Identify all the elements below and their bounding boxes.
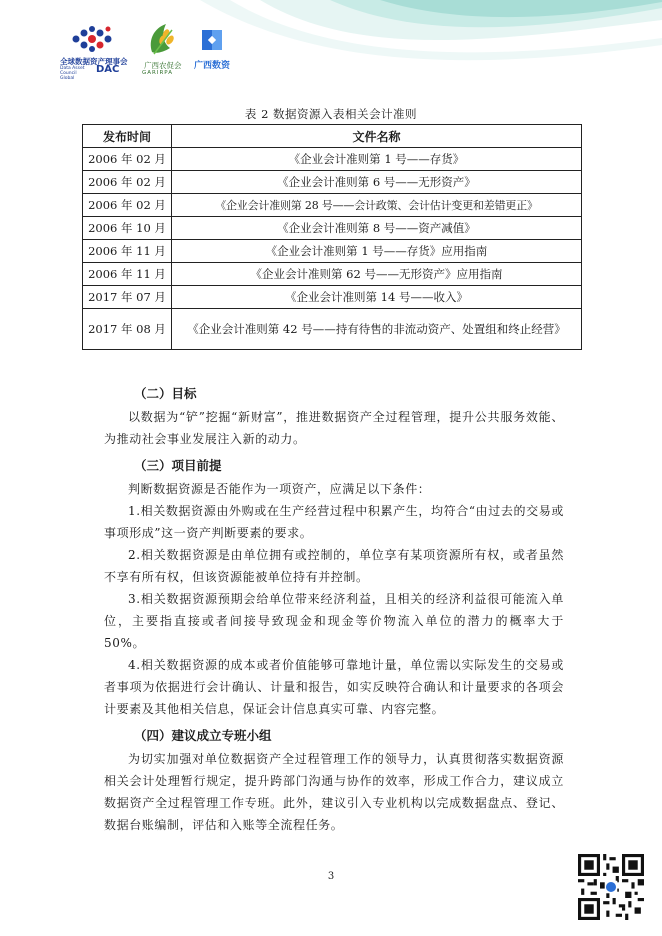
table-row xyxy=(83,171,582,194)
team-heading: （四）建议成立专班小组 xyxy=(134,728,272,743)
goal-paragraph: 以数据为“铲”挖掘“新财富”，推进数据资产全过程管理，提升公共服务效能、为推动社会事业发展注入新的动力。 xyxy=(104,410,564,446)
page-number: 3 xyxy=(327,871,335,882)
goal-heading: （二）目标 xyxy=(134,386,197,401)
table-cell-date: 2017 年 07 月 xyxy=(83,286,172,309)
premise-item-2: 2.相关数据资源是由单位拥有或控制的，单位享有某项资源所有权，或者虽然不享有所有权，但该资源能被单位持有并控制。 xyxy=(104,548,564,584)
premise-item-4: 4.相关数据资源的成本或者价值能够可靠地计量，单位需以实际发生的交易或者事项为依据进行会计确认、计量和报告，如实反映符合确认和计量要求的各项会计要素及其他相关信息，保证会计信息真实可靠、内容完整。 xyxy=(104,658,564,716)
guangxi-data-logo xyxy=(190,22,240,82)
dac-logo xyxy=(60,22,140,82)
table-cell-date: 2006 年 11 月 xyxy=(83,240,172,263)
accounting-standards-table xyxy=(82,124,582,350)
table-cell-name: 《企业会计准则第 14 号——收入》 xyxy=(172,286,582,309)
column-header-date: 发布时间 xyxy=(83,125,172,148)
table-row xyxy=(83,240,582,263)
data-logo-icon xyxy=(198,26,226,54)
table-cell-date: 2017 年 08 月 xyxy=(83,309,172,350)
table-header-row xyxy=(83,125,582,148)
table-row xyxy=(83,148,582,171)
table-cell-name: 《企业会计准则第 42 号——持有待售的非流动资产、处置组和终止经营》 xyxy=(172,309,582,350)
table-cell-name: 《企业会计准则第 1 号——存货》 xyxy=(172,148,582,171)
table-cell-date: 2006 年 11 月 xyxy=(83,263,172,286)
table-cell-date: 2006 年 02 月 xyxy=(83,171,172,194)
table-cell-date: 2006 年 10 月 xyxy=(83,217,172,240)
table-cell-name: 《企业会计准则第 28 号——会计政策、会计估计变更和差错更正》 xyxy=(172,194,582,217)
dac-logo-cn: 全球数据资产理事会 xyxy=(60,57,128,66)
column-header-name: 文件名称 xyxy=(172,125,582,148)
table-cell-name: 《企业会计准则第 62 号——无形资产》应用指南 xyxy=(172,263,582,286)
qr-code-icon xyxy=(578,854,644,920)
dac-dots-icon xyxy=(70,24,130,54)
wheat-icon xyxy=(144,22,180,58)
premise-heading: （三）项目前提 xyxy=(134,458,222,473)
table-cell-date: 2006 年 02 月 xyxy=(83,148,172,171)
table-row xyxy=(83,217,582,240)
table-row xyxy=(83,309,582,350)
table-caption: 表 2 数据资源入表相关会计准则 xyxy=(244,107,418,121)
table-cell-date: 2006 年 02 月 xyxy=(83,194,172,217)
table-cell-name: 《企业会计准则第 1 号——存货》应用指南 xyxy=(172,240,582,263)
premise-intro: 判断数据资源是否能作为一项资产，应满足以下条件： xyxy=(128,482,431,496)
table-row xyxy=(83,286,582,309)
agri-logo xyxy=(138,22,188,82)
dac-logo-abbr: DAC xyxy=(96,64,120,75)
table-row xyxy=(83,194,582,217)
premise-item-1: 1.相关数据资源由外购或在生产经营过程中积累产生，均符合“由过去的交易或事项形成”这一资产判断要素的要求。 xyxy=(104,504,564,540)
premise-item-3: 3.相关数据资源预期会给单位带来经济利益，且相关的经济利益很可能流入单位，主要指直接或者间接导致现金和现金等价物流入单位的潜力的概率大于 50%。 xyxy=(104,592,564,650)
data-logo-cn: 广西数资 xyxy=(194,61,231,71)
table-row xyxy=(83,263,582,286)
agri-logo-en: GARIRPA xyxy=(142,70,174,76)
table-cell-name: 《企业会计准则第 6 号——无形资产》 xyxy=(172,171,582,194)
agri-logo-cn: 广西农促会 xyxy=(144,61,182,70)
team-paragraph: 为切实加强对单位数据资产全过程管理工作的领导力，认真贯彻落实数据资源相关会计处理暂行规定，提升跨部门沟通与协作的效率，形成工作合力，建议成立数据资产全过程管理工作专班。此外，建议引入专业机构以完成数据盘点、登记、数据台账编制，评估和入账等全流程任务。 xyxy=(104,752,564,832)
table-cell-name: 《企业会计准则第 8 号——资产减值》 xyxy=(172,217,582,240)
dac-logo-en: Data Asset Council Global xyxy=(60,66,85,81)
